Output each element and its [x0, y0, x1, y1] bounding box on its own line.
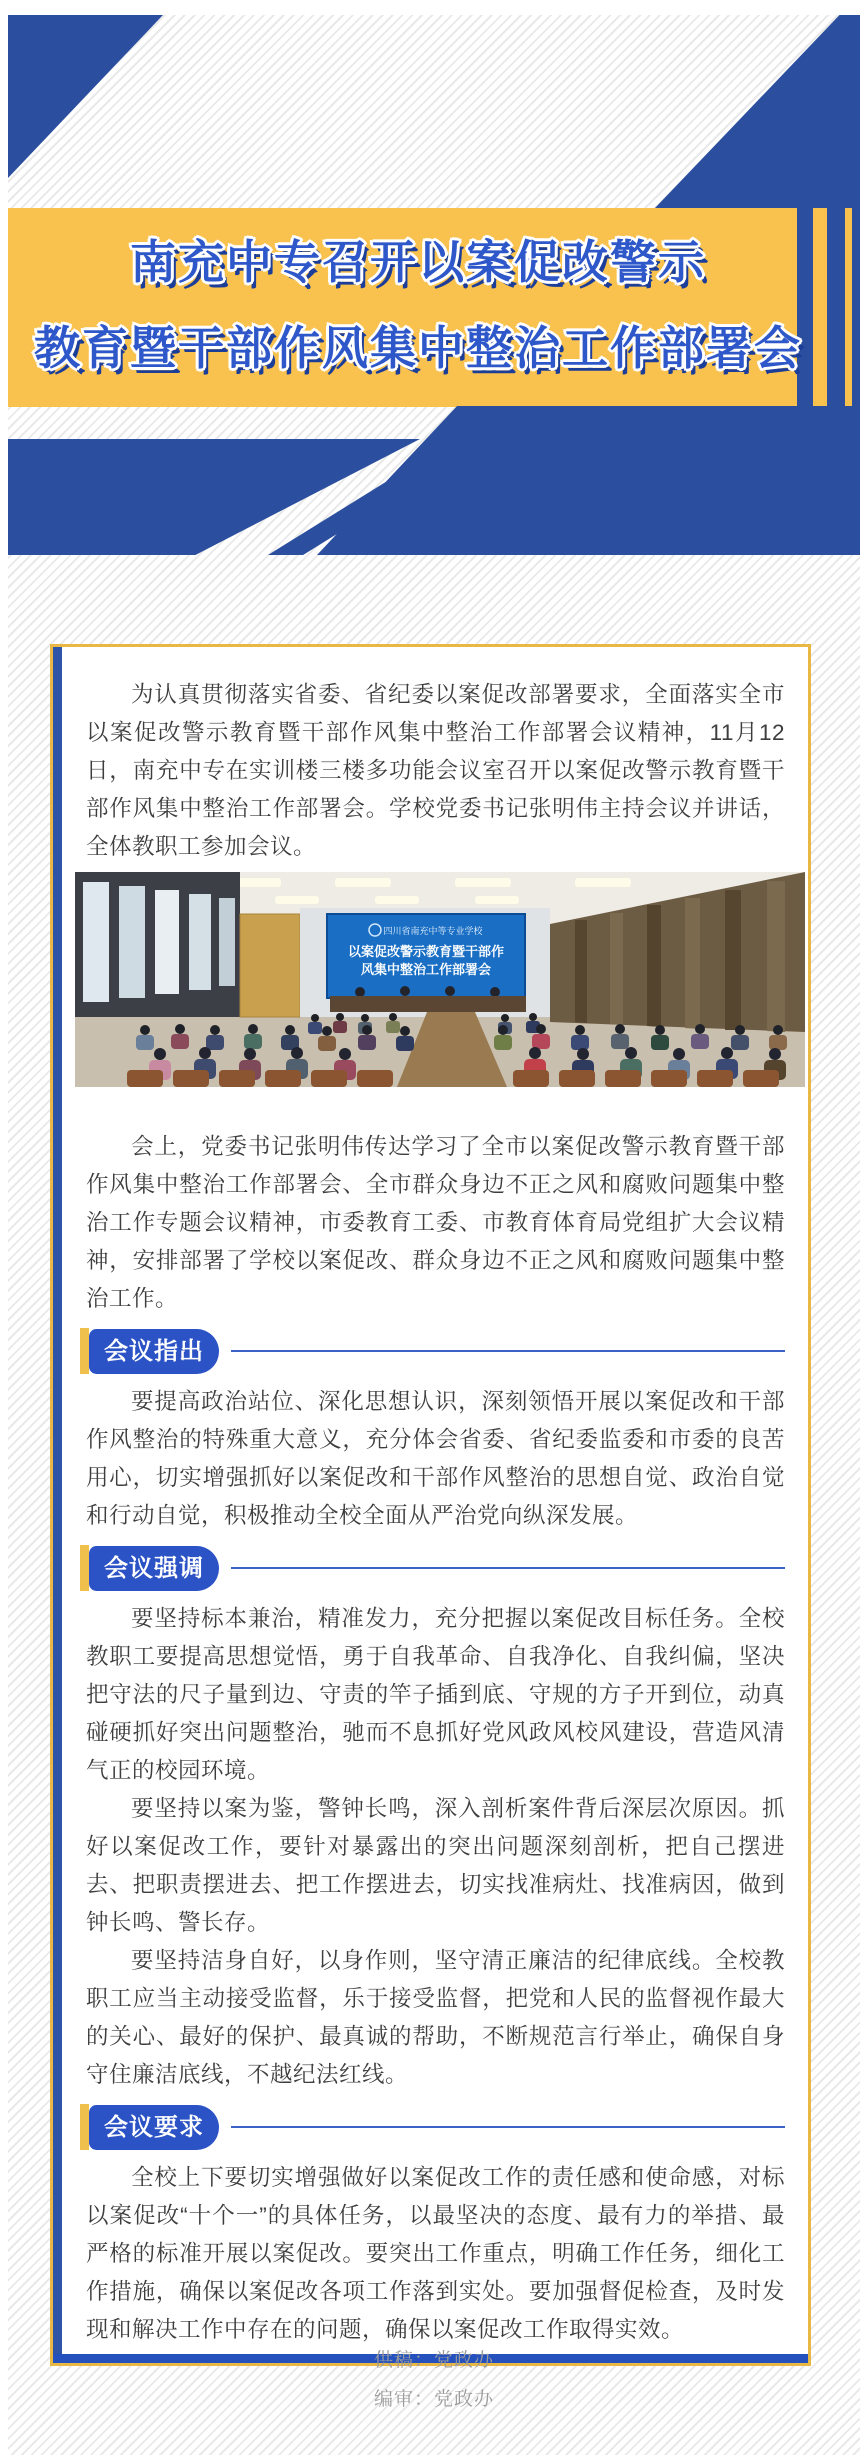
article-title-line2: 教育暨干部作风集中整治工作部署会	[34, 322, 802, 374]
intro-paragraph: 为认真贯彻落实省委、省纪委以案促改部署要求，全面落实全市以案促改警示教育暨干部作风集中整治工作部署会议精神，11月12日，南充中专在实训楼三楼多功能会议室召开以案促改警示教育暨干部作风集中整治工作部署会。学校党委书记张明伟主持会议并讲话，全体教职工参加会议。	[86, 682, 785, 859]
screen-title-line2: 风集中整治工作部署会	[360, 962, 492, 977]
meeting-summary-paragraph: 会上，党委书记张明伟传达学习了全市以案促改警示教育暨干部作风集中整治工作部署会、全市群众身边不正之风和腐败问题集中整治工作专题会议精神，市委教育工委、市教育体育局党组扩大会议精神，安排部署了学校以案促改、群众身边不正之风和腐败问题集中整治工作。	[86, 1134, 785, 1311]
yellow-wall-panel	[240, 914, 300, 1017]
screen-title-line1: 以案促改警示教育暨干部作	[347, 944, 505, 959]
badge-rule-line	[231, 2126, 785, 2128]
screen-school-name: 四川省南充中等专业学校	[383, 926, 483, 936]
card-left-accent-stripe	[53, 647, 62, 2363]
section-paragraph: 要坚持洁身自好，以身作则，坚守清正廉洁的纪律底线。全校教职工应当主动接受监督，乐于接受监督，把党和人民的监督视作最大的关心、最好的保护、最真诚的帮助，不断规范言行举止，确保自身守住廉洁底线，不越纪法红线。	[86, 1948, 785, 2087]
badge-yellow-bar	[80, 1545, 89, 1591]
section-paragraph: 要坚持标本兼治，精准发力，充分把握以案促改目标任务。全校教职工要提高思想觉悟，勇于自我革命、自我净化、自我纠偏，坚决把守法的尺子量到边、守责的竿子插到底、守规的方子开到位，动真碰硬抓好突出问题整治，驰而不息抓好党风政风校风建设，营造风清气正的校园环境。	[86, 1606, 785, 1783]
banner-vertical-bar-2	[827, 208, 845, 407]
banner-right-edge-strip	[852, 193, 860, 410]
credits	[0, 2345, 868, 2423]
section-paragraph: 全校上下要切实增强做好以案促改工作的责任感和使命感，对标以案促改“十个一”的具体任务，以最坚决的态度、最有力的举措、最严格的标准开展以案促改。要突出工作重点，明确工作任务，细化工作措施，确保以案促改各项工作落到实处。要加强督促检查，及时发现和解决工作中存在的问题，确保以案促改工作取得实效。	[86, 2165, 785, 2342]
credit-editor: 编审：党政办	[373, 2389, 494, 2410]
section-badge-meeting-emphasized	[80, 1545, 785, 1591]
badge-label: 会议要求	[89, 2105, 219, 2150]
meeting-photo[interactable]	[75, 872, 805, 1087]
badge-yellow-bar	[80, 2104, 89, 2150]
window-wall	[75, 872, 240, 1017]
article-title-line1: 南充中专召开以案促改警示	[130, 236, 706, 288]
article-title	[8, 208, 828, 407]
badge-label: 会议强调	[89, 1546, 219, 1591]
badge-rule-line	[231, 1350, 785, 1352]
article-card	[50, 644, 811, 2366]
badge-yellow-bar	[80, 1328, 89, 1374]
section-badge-meeting-pointed-out	[80, 1328, 785, 1374]
meeting-screen	[327, 914, 525, 998]
credit-contributor: 供稿：党政办	[373, 2350, 494, 2371]
badge-label: 会议指出	[89, 1329, 219, 1374]
badge-rule-line	[231, 1567, 785, 1569]
section-paragraph: 要坚持以案为鉴，警钟长鸣，深入剖析案件背后深层次原因。抓好以案促改工作，要针对暴露出的突出问题深刻剖析，把自己摆进去、把职责摆进去、把工作摆进去，切实找准病灶、找准病因，做到钟长鸣、警长存。	[86, 1796, 785, 1935]
section-paragraph: 要提高政治站位、深化思想认识，深刻领悟开展以案促改和干部作风整治的特殊重大意义，充分体会省委、省纪委监委和市委的良苦用心，切实增强抓好以案促改和干部作风整治的思想自觉、政治自觉和行动自觉，积极推动全校全面从严治党向纵深发展。	[86, 1389, 785, 1528]
section-badge-meeting-required	[80, 2104, 785, 2150]
article-body	[62, 647, 808, 2363]
